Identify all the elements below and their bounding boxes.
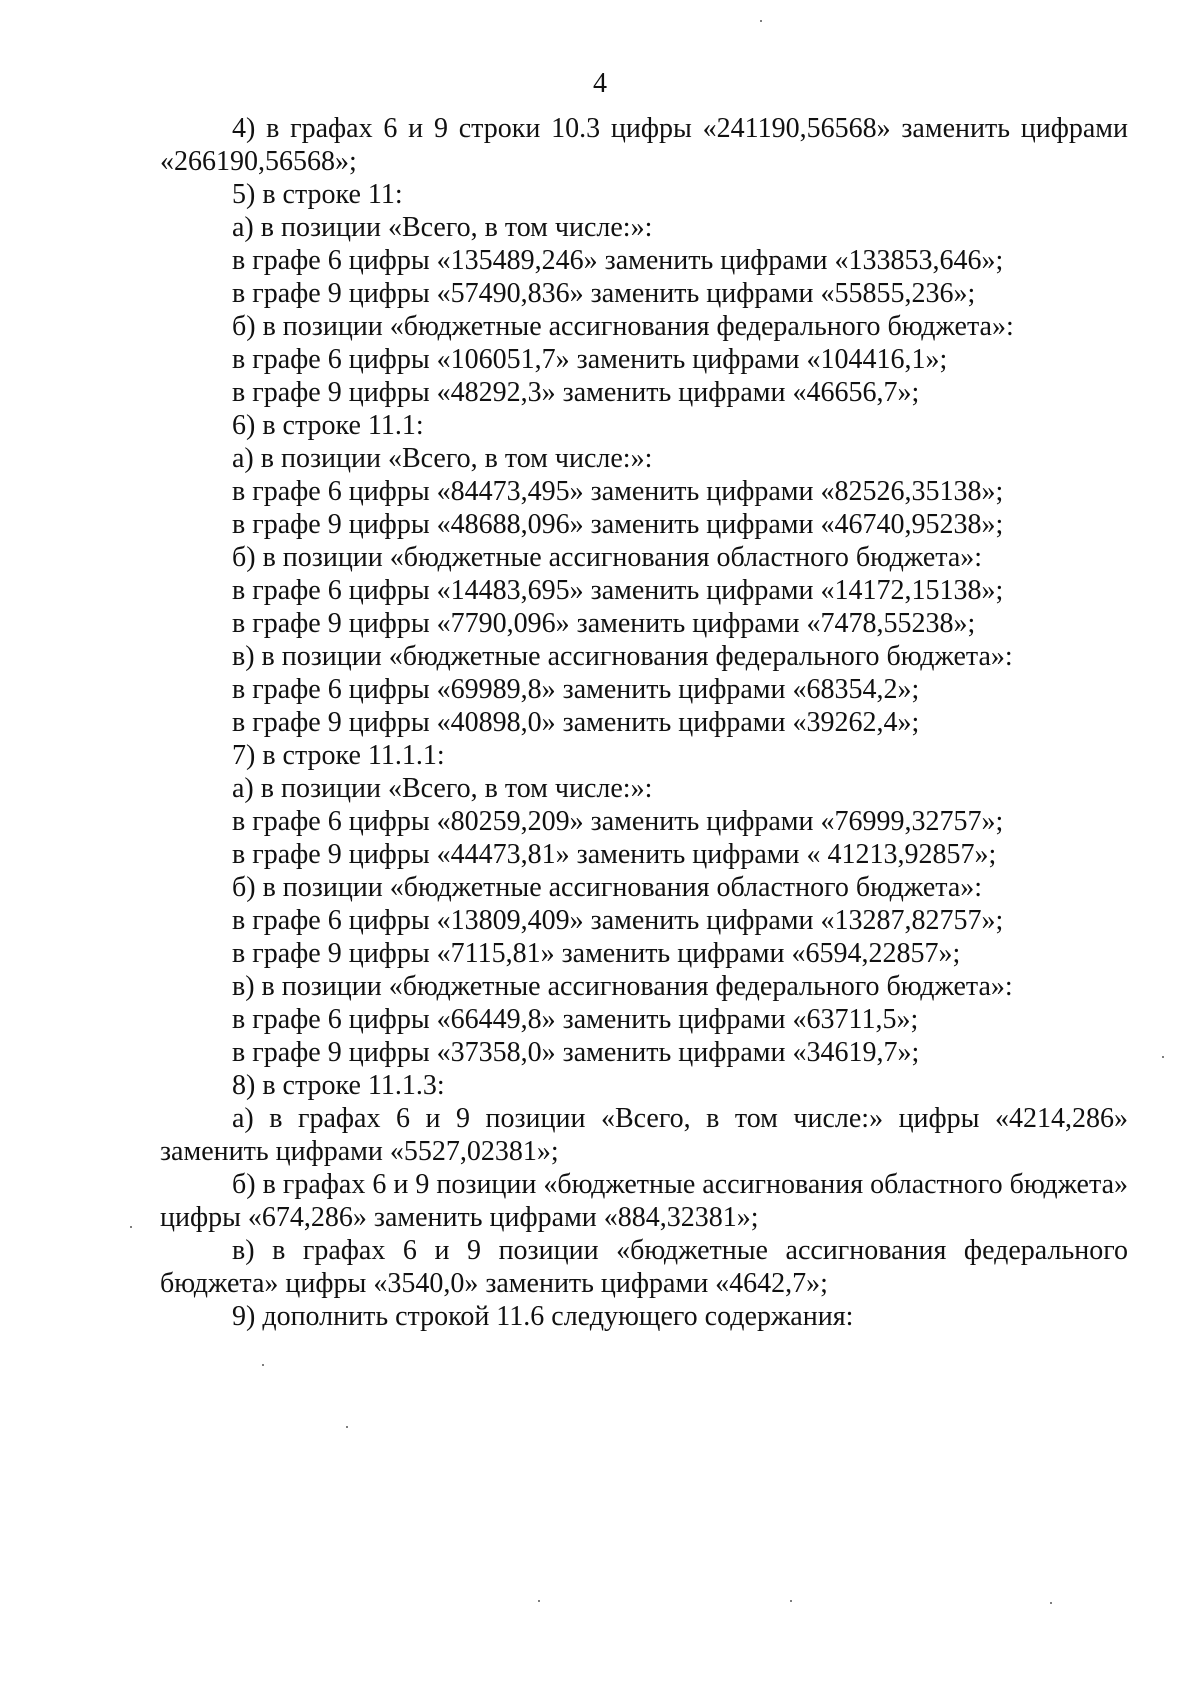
text-line: а) в позиции «Всего, в том числе:»: [232, 443, 653, 474]
text-line: в графе 6 цифры «13809,409» заменить цифрами «13287,82757»; [232, 905, 1004, 936]
text-line: в графе 9 цифры «7115,81» заменить цифрами «6594,22857»; [232, 938, 961, 969]
scan-speck [1162, 1056, 1164, 1058]
scan-speck [538, 1600, 540, 1602]
scan-speck [1050, 1602, 1052, 1604]
scan-speck [262, 1364, 264, 1366]
text-line: в графе 9 цифры «48688,096» заменить цифрами «46740,95238»; [232, 509, 1004, 540]
text-line: а) в позиции «Всего, в том числе:»: [232, 773, 653, 804]
scan-speck [346, 1426, 348, 1428]
text-line: в графе 6 цифры «106051,7» заменить цифрами «104416,1»; [232, 344, 948, 375]
text-line: в графе 9 цифры «48292,3» заменить цифрами «46656,7»; [232, 377, 920, 408]
text-line: 8) в строке 11.1.3: [232, 1070, 445, 1101]
text-line: в графе 9 цифры «44473,81» заменить цифрами « 41213,92857»; [232, 839, 997, 870]
text-line: в графе 6 цифры «69989,8» заменить цифрами «68354,2»; [232, 674, 920, 705]
scan-speck [130, 1226, 132, 1228]
text-line: в графе 9 цифры «7790,096» заменить цифрами «7478,55238»; [232, 608, 976, 639]
text-line: в графе 9 цифры «57490,836» заменить цифрами «55855,236»; [232, 278, 976, 309]
text-line: в графе 6 цифры «66449,8» заменить цифрами «63711,5»; [232, 1004, 919, 1035]
text-paragraph: в) в графах 6 и 9 позиции «бюджетные ассигнования федерального бюджета» цифры «3540,0» заменить цифрами «4642,7»; [160, 1235, 1128, 1299]
text-line: в графе 9 цифры «40898,0» заменить цифрами «39262,4»; [232, 707, 920, 738]
text-paragraph: 4) в графах 6 и 9 строки 10.3 цифры «241190,56568» заменить цифрами «266190,56568»; [160, 113, 1128, 177]
text-line: 9) дополнить строкой 11.6 следующего содержания: [232, 1301, 854, 1332]
text-line: в графе 6 цифры «135489,246» заменить цифрами «133853,646»; [232, 245, 1004, 276]
text-line: 5) в строке 11: [232, 179, 403, 210]
text-line: в графе 6 цифры «80259,209» заменить цифрами «76999,32757»; [232, 806, 1004, 837]
text-line: в) в позиции «бюджетные ассигнования федерального бюджета»: [232, 641, 1013, 672]
scan-speck [790, 1600, 792, 1602]
text-line: в графе 6 цифры «14483,695» заменить цифрами «14172,15138»; [232, 575, 1004, 606]
text-line: а) в позиции «Всего, в том числе:»: [232, 212, 653, 243]
text-line: 7) в строке 11.1.1: [232, 740, 445, 771]
text-line: б) в позиции «бюджетные ассигнования областного бюджета»: [232, 542, 983, 573]
text-line: б) в позиции «бюджетные ассигнования областного бюджета»: [232, 872, 983, 903]
scan-speck [760, 20, 762, 22]
text-line: в) в позиции «бюджетные ассигнования федерального бюджета»: [232, 971, 1013, 1002]
text-line: б) в позиции «бюджетные ассигнования федерального бюджета»: [232, 311, 1014, 342]
text-line: в графе 6 цифры «84473,495» заменить цифрами «82526,35138»; [232, 476, 1004, 507]
text-paragraph: б) в графах 6 и 9 позиции «бюджетные ассигнования областного бюджета» цифры «674,286» заменить цифрами «884,32381»; [160, 1169, 1128, 1233]
text-paragraph: а) в графах 6 и 9 позиции «Всего, в том числе:» цифры «4214,286» заменить цифрами «5527,02381»; [160, 1103, 1128, 1167]
text-line: 6) в строке 11.1: [232, 410, 424, 441]
text-line: в графе 9 цифры «37358,0» заменить цифрами «34619,7»; [232, 1037, 920, 1068]
page-number: 4 [593, 68, 607, 99]
document-body [160, 112, 1128, 1333]
